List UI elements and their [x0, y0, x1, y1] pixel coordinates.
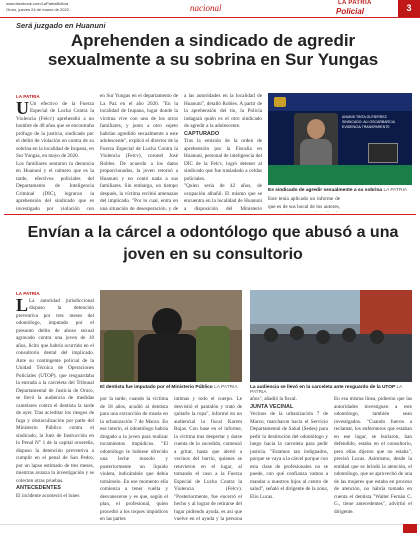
story2-column-2 [100, 396, 168, 522]
story2-col4-p2: Vecinos de la urbanización 7 de Marzo, marcharon hacia el Servicio Departamental de Salud (Sedes) para pedir la destitución del odontólogo y luego hacia la carceleta para pedir justicia. "Estamos tan indignados, porque se vaya a la cárcel porque con esta clase de profesionales no se puede, con qué confianza vamos a mandar a nuestros hijos al centro de salud", señaló el dirigente de la zona, Elio Lucas. [250, 411, 328, 500]
screen-label-1: ANUBIS TINTA GUTIERREZ [342, 115, 387, 119]
story1-column-1 [16, 93, 94, 212]
story1-column-3 [184, 93, 262, 212]
story2-col5-text: En esa misma línea, pidieron que las autoridades investiguen a este odontólogo, también sean investigados. "Cuando fueron a reclamar, los enfermeros que estaban en ese lugar, se burlaron, han defendido, estaba en el consultorio, pero ellas dijeron que no estaba", precisó Lucas. Asimismo, desde la entidad que se brindó la atención, el odontólogo, que se aprovechó de una de las mujeres que estaba en proceso de atención, no habría tomado en cuenta el dentista "Walter Fernán C. G., tiene antecedentes", advirtió el dirigente. [334, 396, 412, 515]
story2-byline: LA PATRIA [16, 291, 40, 296]
header-url[interactable]: www.facebook.com/LaPatriaBolivia [6, 1, 69, 6]
story2-column-4 [250, 396, 328, 501]
story1-col4-text: Este tenía aplicado un informe de que es de sus bocal de los autores, [268, 196, 340, 210]
header-date: Oruro, jueves 24 de marzo de 2022 [6, 7, 69, 12]
story2-headline: Envían a la cárcel a odontólogo que abusó a una joven en su consultorio [27, 224, 399, 263]
story2-photo-audience [250, 290, 412, 382]
story2-column-5 [334, 396, 412, 516]
story2-photo-dentist [100, 290, 242, 382]
section-divider [4, 214, 416, 215]
story1-col3-p3: "Quien sería de 42 años, de ocupación albañil. El mismo que se encuentra en la localidad de Huanuni a disposición del Ministerio [184, 183, 262, 212]
story1-col3-p1: a las autoridades en la localidad de Huanuni", detalló Robles. A partir de la aprehensión del tío, la Policía indagará quién es el otro sindicado de agredir a la adolescente. [184, 93, 262, 129]
page-number: 3 [398, 0, 420, 17]
story1-subhead-capturado: CAPTURADO [184, 130, 220, 137]
page-footer [0, 524, 420, 534]
story1-byline: LA PATRIA [16, 94, 40, 99]
story2-subhead-antecedentes: ANTECEDENTES [16, 485, 61, 491]
story2-column-1 [16, 290, 94, 500]
story2-col1-p2: El incidente aconteció el lunes [16, 492, 80, 499]
screen-label-3: EVIDENCIA TRANSPARENTE [342, 125, 390, 129]
story1-col1-p1: U Un efectivo de la Fuerza Especial de Lucha Contra la Violencia (Felcv) aprehendió a un hombre de 48 años que se encontraba prófugo de la justicia, sindicado por el delito de violación en contra de su sobrina en la localidad de Irupana, en Sur Yungas, en mayo de 2020. [16, 97, 94, 159]
shield-icon [274, 97, 286, 107]
logo-policial: Policial [336, 7, 365, 16]
logo-mark-icon [403, 524, 417, 533]
story1-col3-p2: Tras la emisión de la orden de aprehensión por la Fiscalía en Huanuni, personal de inteligencia del DIC de la Felcv, logró detener al sindicado que fue trasladado a celdas policiales. [184, 138, 262, 182]
story1-photo [268, 93, 412, 185]
story2-column-3 [174, 396, 242, 522]
story1-kicker: Será juzgado en Huanuni [16, 21, 106, 30]
story2-caption-left: El dentista fue imputado por el Ministerio Público LA PATRIA [100, 385, 238, 390]
story1-headline: Aprehenden a sindicado de agredir sexualmente a su sobrina en Sur Yungas [47, 31, 379, 69]
logo-la-patria: LA PATRIA [338, 0, 372, 6]
story2-caption-right: La audiencia se llevó en la carceleta ante resguardo de la UTOP LA PATRIA [250, 385, 403, 395]
screen-label-2: SINDICADO: ALI OSCARBARCIA [342, 120, 395, 124]
suspect-image [294, 113, 338, 173]
story2-subhead-junta-vecinal: JUNTA VECINAL [250, 403, 294, 410]
story2-col1-p1: L La autoridad jurisdiccional dispuso la detención preventiva por tres meses del odontólogo, imputado por el presunto delito de abuso sexual agravado contra una joven de 18 años, lícito que habría ocurrido en el consultorio dental del implicado. Ante su contingente policial de la Unidad Técnica de Operaciones Policiales (UTOP), que resguardaba la entrada a la carceleta del Tribunal Departamental de Justicia de Oruro, se llevó la audiencia de medidas cautelares contra el dentista la tarde de ayer. Tras acreditar los riesgos de fuga y obstaculización por parte del Ministerio Público contra el sindicado, la Juez de Instrucción en lo Penal N° 1 de la capital oruereña, dispuso la detención preventiva a cumplir en el penal de San Pedro, por un lapso estimado de tres meses, mientras avanza la investigación y se colecten otras pruebas. [16, 294, 94, 484]
story1-column-2 [100, 93, 178, 212]
section-title: nacional [190, 3, 222, 13]
story1-col2-text: en Sur Yungas en el departamento de La Paz en el año 2020. "En la localidad de Irupana, lugar donde la víctima vive con uno de los otros familiares, y junto a otro sujeto habrían agredido sexualmente a este adolescente", explicó el director de la Fuerza Especial de Lucha Contra la Violencia (Felcv), coronel José Robles. De acuerdo a los datos proporcionados, la joven retornó a Huanuni y no contó nada a sus familiares. Sin embargo, un tiempo después, la víctima recibió amenazas del implicado. "Por lo cual, entra en una situación de desesperación, y de [100, 93, 178, 212]
story1-caption: Es sindicado de agredir sexualmente a su sobrina LA PATRIA [268, 188, 408, 193]
story1-col1-p2: Los familiares sentaron la denuncia en Huanuni y el número que es la tarde, efectivos policiales del Departamento de Inteligencia Criminal (DIC), lograron la aprehensión del sindicado que es investigado por violación con [16, 160, 94, 212]
story2-col4-p1: años", añadió la fiscal. [250, 396, 297, 402]
story1-column-4a [268, 196, 340, 212]
story2-col2-text: por la tarde, cuando la víctima de 18 años, acudió al dentista para una extracción de muela en la urbanización 7 de Marzo. En ese interín, el odontólogo habría drogado a la joven para realizar tocamientos impúdicos. "El odontólogo le hubiese ofrecido una leche mosolo y posteriormente un líquido violeta, indicándole que debía tomárselo. En ese momento ella comienza a tener vuelta y desvanecerse y es que, según el plan, el profesional, quien procedió a los toques impúdicos en las partes [100, 396, 168, 522]
page-header [0, 0, 420, 18]
story2-col3-text: íntimas y todo el cuerpo. Le desvistió el pantalón y trató de quitarle la ropa", informó en un audiencial la fiscal Karem Rojas. Con base en el informe, la víctima tras despertar y darse cuenta de lo sucedido, comenzó a gritar, hasta que alertó a vecinos del barrio, quienes se retuvieron en el lugar, al tomando el caso a la Fuerza Especial de Lucha Contra la Violencia (Felcv). "Posteriormente, fue encerró el hecho y al lograr de retirarse del lugar pidiendo ayuda, es así que vuelve en el ayuda y la persona [174, 396, 242, 522]
